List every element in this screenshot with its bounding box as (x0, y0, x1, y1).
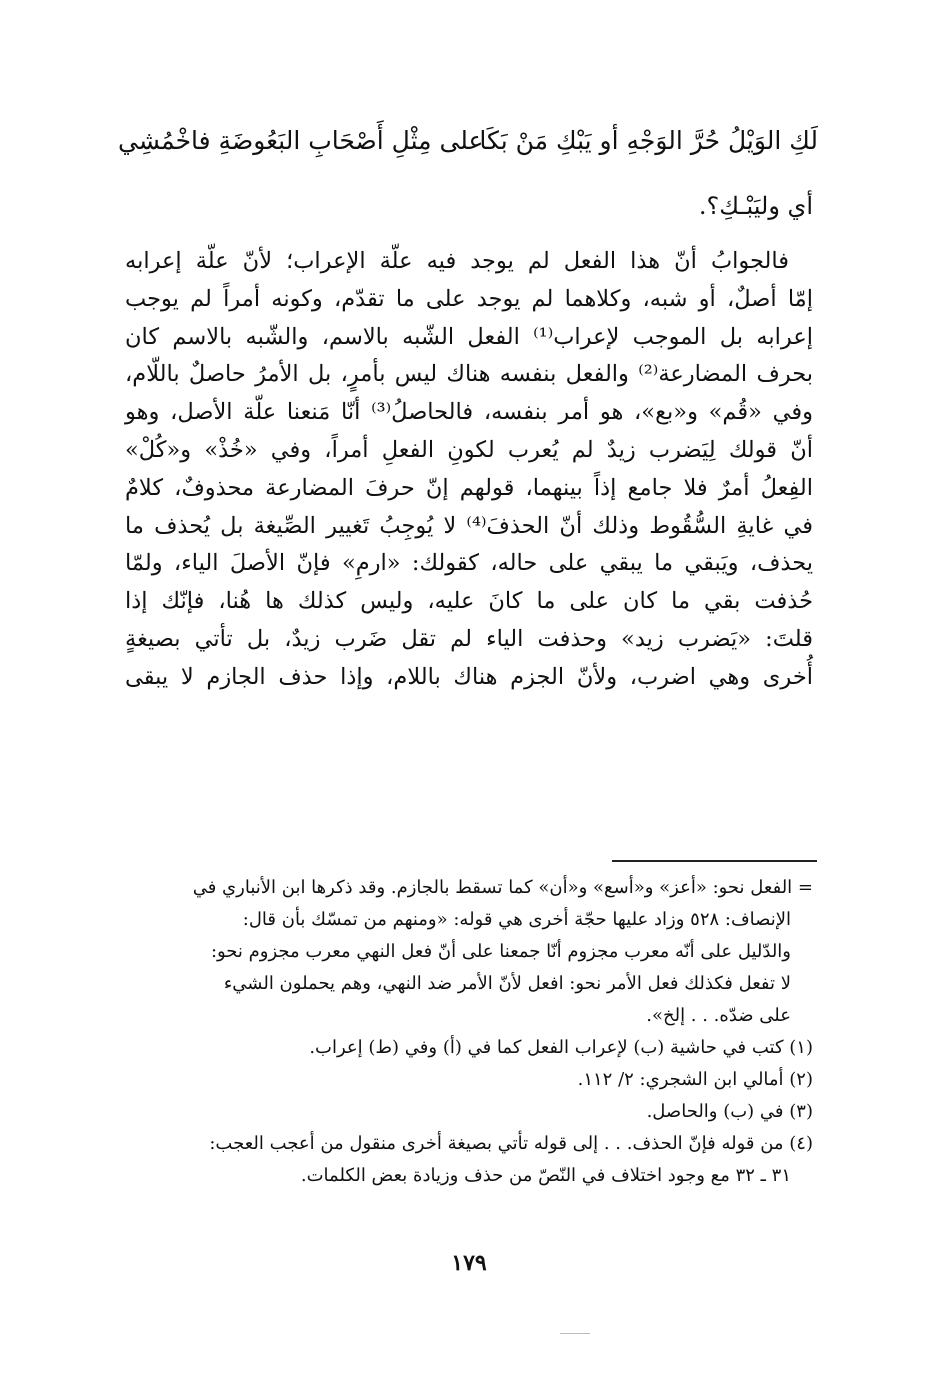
page-number: ١٧٩ (451, 1250, 487, 1276)
footnote-3: (٣) في (ب) والحاصل. (646, 1101, 813, 1122)
main-paragraph (125, 243, 813, 697)
footnote-continuation-line: والدّليل على أنّه معرب مجزوم أنّا جمعنا على أنّ فعل النهي معرب مجزوم نحو: (210, 941, 791, 962)
footnote-continuation-line: لا تفعل فكذلك فعل الأمر نحو: افعل لأنّ الأمر ضد النهي، وهم يحملون الشيء (223, 973, 791, 994)
footnote-1: (١) كتب في حاشية (ب) لإعراب الفعل كما في (أ) وفي (ط) إعراب. (309, 1037, 813, 1058)
text-line: يحذف، ويَبقي ما يبقي على حاله، كقولك: «ارمِ» فإنّ الأصلَ الياء، ولمّا (125, 550, 813, 577)
scan-artifact-line (560, 1333, 590, 1334)
text-line: أُخرى وهي اضرب، ولأنّ الجزم هناك باللام، وإذا حذف الجازم لا يبقى (125, 663, 813, 690)
text-line: حُذفت بقي ما كان على ما كانَ عليه، وليس كذلك ها هُنا، فإنّك إذا (125, 588, 813, 615)
text-line: بحرف المضارعة⁽²⁾ والفعل بنفسه هناك ليس بأمرٍ، بل الأمرُ حاصلٌ باللّام، (125, 361, 813, 388)
footnote-2: (٢) أمالي ابن الشجري: ٢/ ١١٢. (577, 1069, 813, 1090)
text-line: وفي «قُم» و«بع»، هو أمر بنفسه، فالحاصلُ⁽³⁾ أنّا مَنعنا علّة الأصل، وهو (125, 399, 813, 426)
footnote-4-continuation: ٣١ ـ ٣٢ مع وجود اختلاف في النّصّ من حذف وزيادة بعض الكلمات. (300, 1165, 791, 1186)
text-line: قلتَ: «يَضرب زيد» وحذفت الياء لم تقل ضَرب زيدٌ، بل تأتي بصيغةٍ (125, 625, 813, 652)
text-line: إعرابه بل الموجب لإعراب⁽¹⁾ الفعل الشّبه بالاسم، والشّبه بالاسم كان (125, 323, 814, 350)
text-line: فالجوابُ أنّ هذا الفعل لم يوجد فيه علّة الإعراب؛ لأنّ علّة إعرابه (125, 248, 789, 274)
text-line: أنّ قولك لِيَضرب زيدٌ لم يُعرب لكونِ الفعلِ أمراً، وفي «خُذْ» و«كُلْ» (125, 436, 813, 463)
footnotes (125, 872, 813, 1192)
text-line: إمّا أصلٌ، أو شبه، وكلاهما لم يوجد على ما تقدّم، وكونه أمراً لم يوجب (125, 285, 813, 312)
verse-second-hemistich: على مِثْلِ أَصْحَابِ البَعُوضَةِ فاخْمُشِي (118, 126, 484, 155)
footnote-separator (612, 860, 817, 862)
footnote-continuation-line: الإنصاف: ٥٢٨ وزاد عليها حجّة أخرى هي قوله: «ومنهم من تمسّك بأن قال: (242, 909, 791, 930)
verse-gloss: أي وليَبْـكِ؟. (698, 192, 813, 220)
verse-first-hemistich: لَكِ الوَيْلُ حُرَّ الوَجْهِ أو يَبْكِ مَنْ بَكَا (479, 126, 818, 155)
text-line: الفِعلُ أمرٌ فلا جامع إذاً بينهما، قولهم إنّ حرفَ المضارعة محذوفٌ، كلامٌ (125, 474, 813, 501)
footnote-continuation-line: = الفعل نحو: «أعز» و«أسع» و«أن» كما تسقط بالجازم. وقد ذكرها ابن الأنباري في (192, 877, 813, 898)
footnote-continuation-line: على ضدّه. . . إلخ». (646, 1005, 791, 1026)
text-line: في غايةِ السُّقُوط وذلك أنّ الحذفَ⁽⁴⁾ لا يُوجِبُ تَغيير الصِّيغة بل يُحذف ما (125, 512, 813, 539)
footnote-4: (٤) من قوله فإنّ الحذف. . . إلى قوله تأتي بصيغة أخرى منقول من أعجب العجب: (209, 1133, 813, 1154)
poetry-verse (118, 118, 818, 166)
